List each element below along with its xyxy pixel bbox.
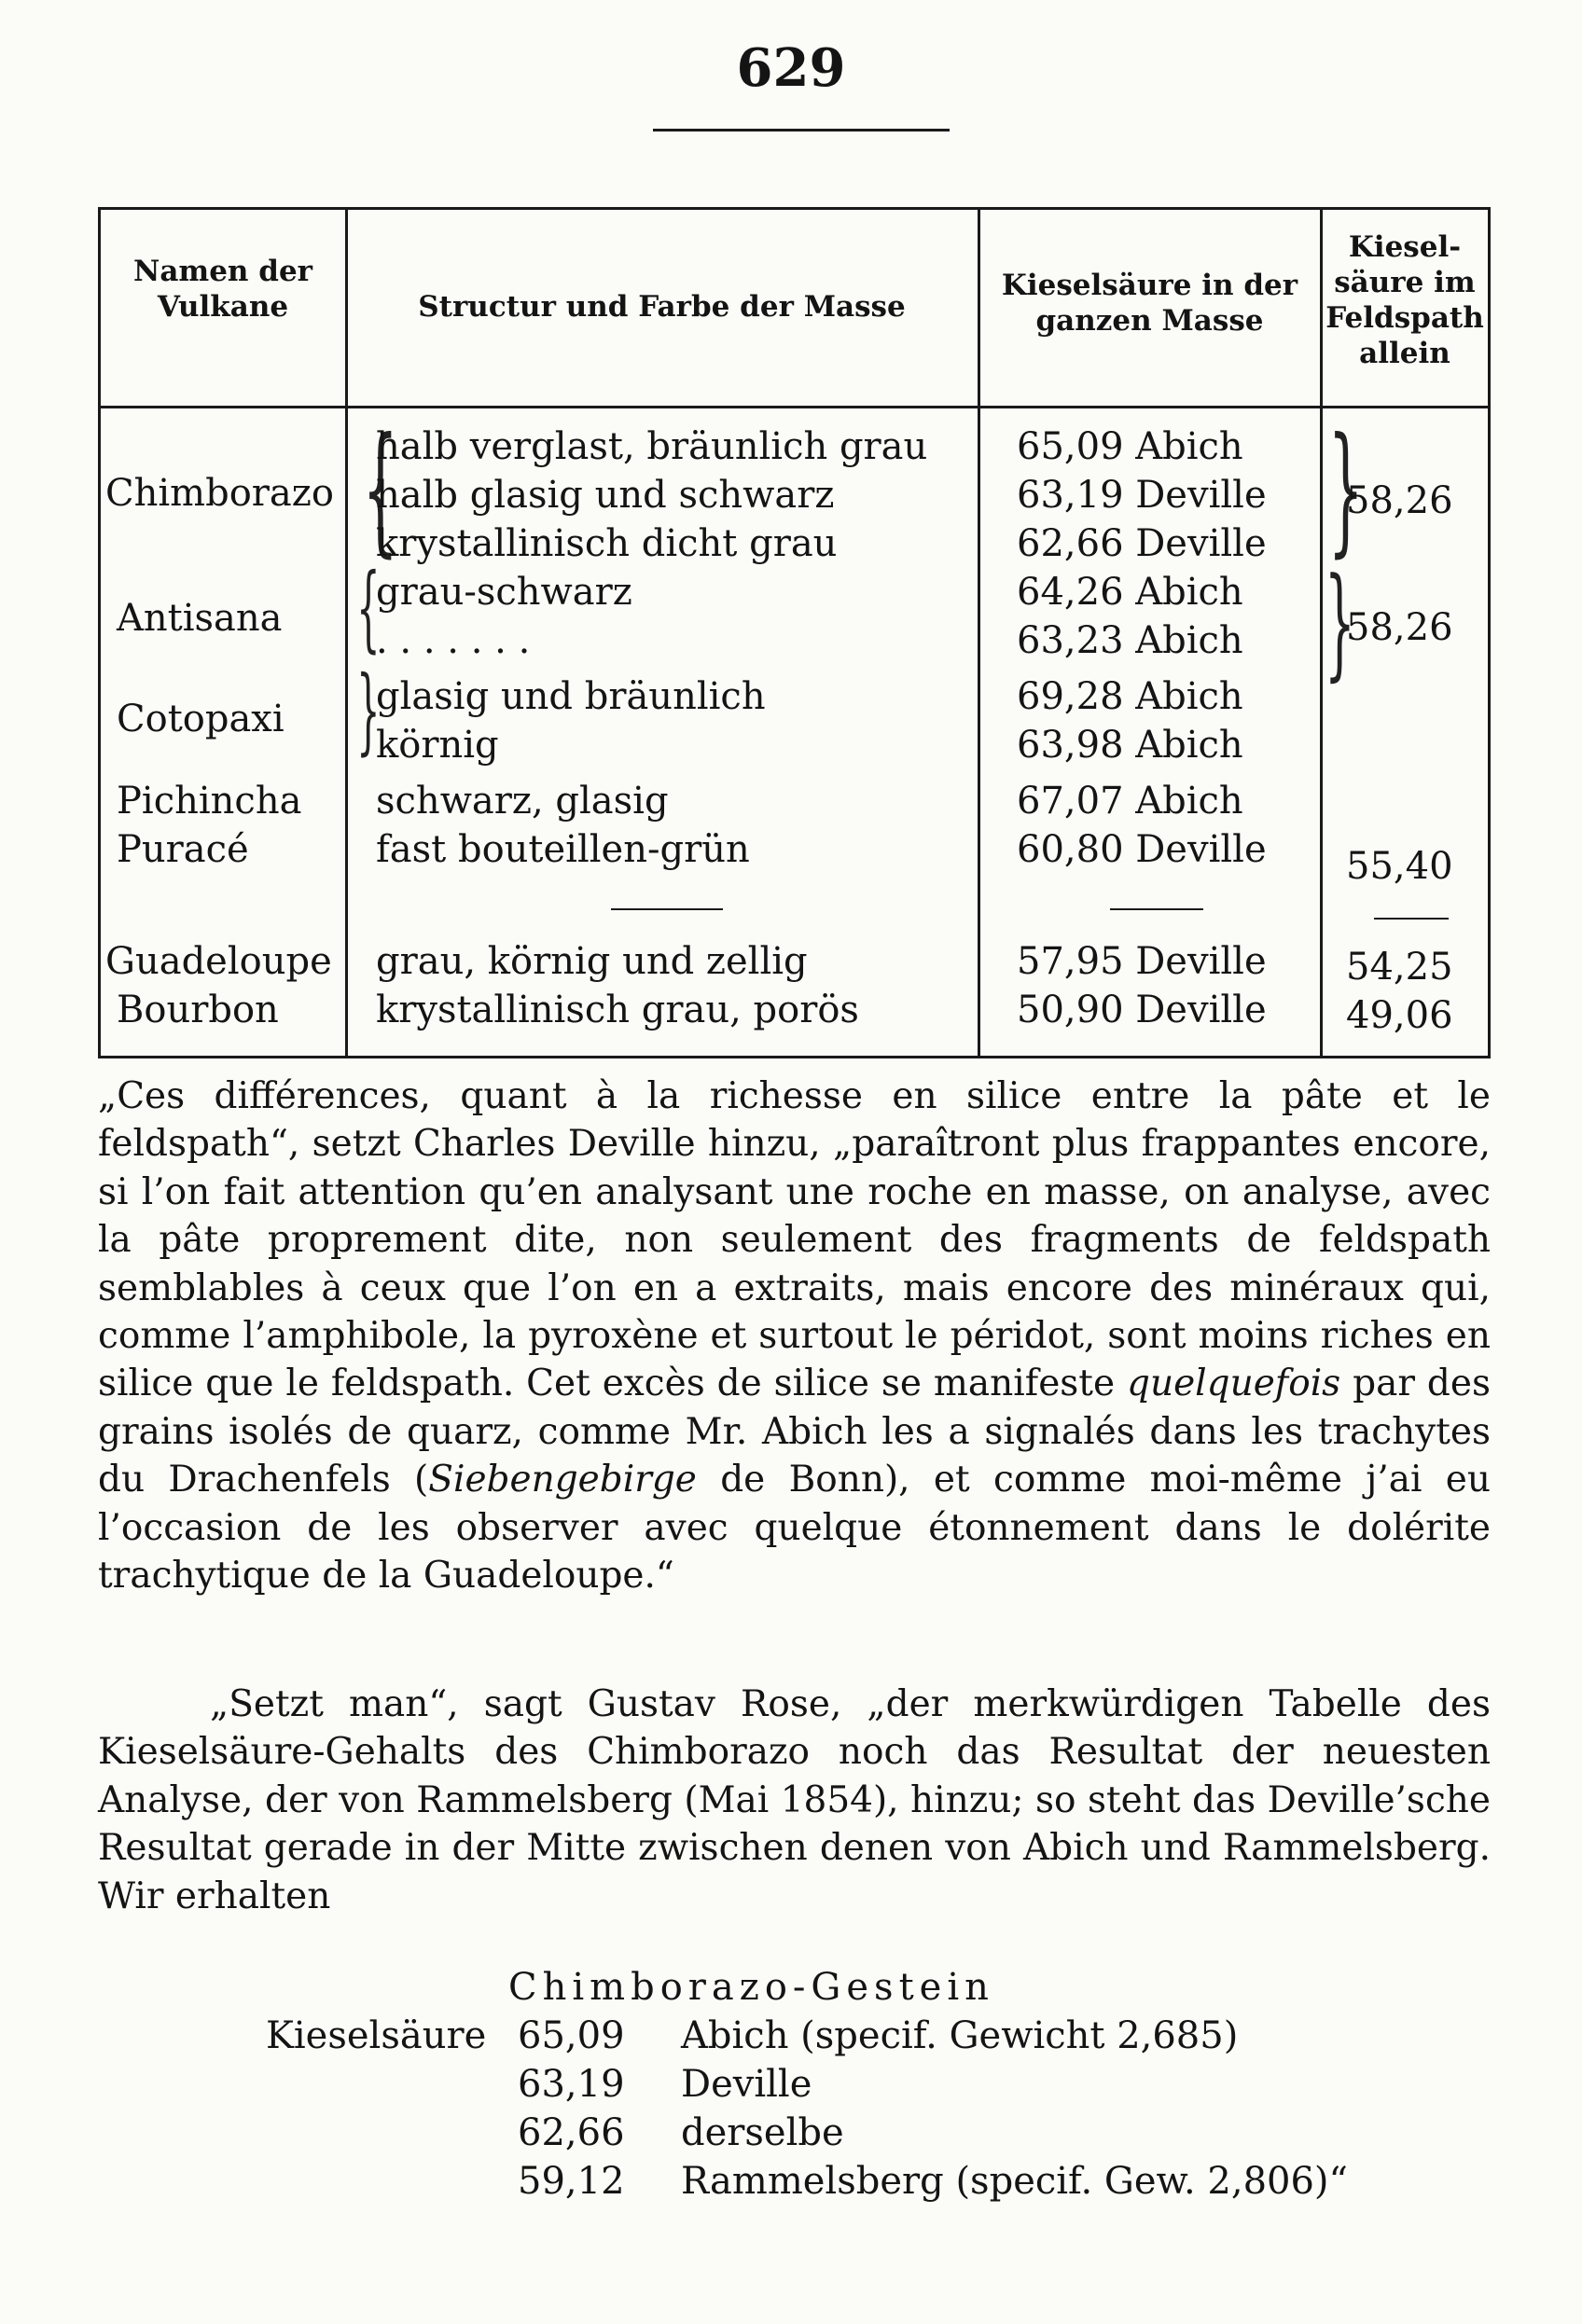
source-name: Deville bbox=[1135, 474, 1267, 517]
table-top-border bbox=[98, 207, 1491, 210]
rose-paragraph bbox=[98, 1681, 1491, 1920]
silica-value: 50,90 bbox=[1017, 989, 1124, 1031]
volcano-name: Puracé bbox=[117, 828, 249, 871]
table-bottom-border bbox=[98, 1056, 1491, 1058]
source-name: Abich bbox=[1135, 619, 1243, 662]
feldspar-value: 58,26 bbox=[1346, 606, 1453, 649]
result-source: Deville bbox=[681, 2063, 812, 2106]
structure-cell: schwarz, glasig bbox=[376, 780, 669, 823]
volcano-name: Chimborazo bbox=[105, 472, 334, 515]
feldspar-value: 49,06 bbox=[1346, 994, 1453, 1037]
structure-cell: grau-schwarz bbox=[376, 571, 632, 614]
brace-icon: } bbox=[1324, 551, 1355, 693]
source-name: Abich bbox=[1135, 724, 1243, 767]
brace-icon: } bbox=[356, 656, 381, 765]
volcano-name: Pichincha bbox=[117, 780, 302, 823]
section-rule bbox=[611, 908, 723, 910]
results-label: Kieselsäure bbox=[266, 2014, 487, 2057]
paragraph-text: „Ces différences, quant à la richesse en silice entre la pâte et le feldspath“, setzt Charles Deville hinzu, „paraîtront plus frappantes encore, si l’on fait attention qu’en analysant une roche en masse, on analyse, avec la pâte proprement dite, non seulement des fragments de feldspath semblables à ceux que l’on en a extraits, mais encore des minéraux qui, comme l’amphibole, la pyroxène et surtout le péridot, sont moins riches en silice que le feldspath. Cet excès de silice se manifeste bbox=[98, 1075, 1491, 1405]
section-rule bbox=[1110, 908, 1203, 910]
silica-value: 62,66 bbox=[1017, 522, 1124, 565]
paragraph-text: par des grains isolés de quarz, comme Mr. Abich les a signalés dans les trachytes du Drachenfels ( bbox=[98, 1363, 1491, 1501]
silica-value: 69,28 bbox=[1017, 675, 1124, 718]
source-name: Abich bbox=[1135, 425, 1243, 468]
header-names: Namen der Vulkane bbox=[132, 255, 312, 324]
structure-cell: halb glasig und schwarz bbox=[376, 474, 835, 517]
silica-value: 63,19 bbox=[1017, 474, 1124, 517]
quote-paragraph bbox=[98, 1072, 1491, 1599]
source-name: Abich bbox=[1135, 675, 1243, 718]
volcano-name: Antisana bbox=[117, 597, 283, 640]
result-value: 65,09 bbox=[518, 2014, 625, 2057]
header-rule bbox=[653, 129, 950, 131]
feldspar-value: 55,40 bbox=[1346, 845, 1453, 888]
table-col-divider bbox=[345, 207, 348, 1058]
header-silica-feldspar: Kiesel-säure im Feldspath allein bbox=[1325, 230, 1484, 370]
result-source: Rammelsberg (specif. Gew. 2,806)“ bbox=[681, 2160, 1348, 2203]
section-rule bbox=[1374, 918, 1449, 920]
source-name: Deville bbox=[1135, 940, 1267, 983]
source-name: Deville bbox=[1135, 989, 1267, 1031]
table-header-rule bbox=[98, 406, 1491, 408]
silica-value: 57,95 bbox=[1017, 940, 1124, 983]
page-number: 629 bbox=[736, 37, 846, 99]
results-title: Chimborazo-Gestein bbox=[508, 1966, 994, 2009]
volcano-name: Bourbon bbox=[117, 989, 279, 1031]
table-left-border bbox=[98, 207, 101, 1058]
header-silica-whole: Kieselsäure in der ganzen Masse bbox=[1001, 269, 1298, 338]
volcano-name: Guadeloupe bbox=[105, 940, 332, 983]
source-name: Deville bbox=[1135, 522, 1267, 565]
structure-cell: grau, körnig und zellig bbox=[376, 940, 808, 983]
table-right-border bbox=[1488, 207, 1491, 1058]
structure-cell: krystallinisch dicht grau bbox=[376, 522, 838, 565]
table-col-divider bbox=[1320, 207, 1323, 1058]
italic-word: Siebengebirge bbox=[428, 1459, 697, 1501]
silica-value: 63,98 bbox=[1017, 724, 1124, 767]
silica-value: 60,80 bbox=[1017, 828, 1124, 871]
result-value: 59,12 bbox=[518, 2160, 625, 2203]
feldspar-value: 54,25 bbox=[1346, 946, 1453, 989]
structure-cell: . . . . . . . bbox=[376, 619, 531, 662]
result-value: 63,19 bbox=[518, 2063, 625, 2106]
paragraph-text: de Bonn), et comme moi-même j’ai eu l’occasion de les observer avec quelque étonnement dans le dolérite trachytique de la Guadeloupe.“ bbox=[98, 1459, 1491, 1598]
table-col-divider bbox=[978, 207, 980, 1058]
brace-icon: { bbox=[362, 408, 398, 571]
structure-cell: glasig und bräunlich bbox=[376, 675, 766, 718]
structure-cell: körnig bbox=[376, 724, 499, 767]
brace-icon: { bbox=[356, 553, 381, 662]
structure-cell: krystallinisch grau, porös bbox=[376, 989, 859, 1031]
brace-icon: } bbox=[1327, 408, 1364, 571]
silica-table bbox=[98, 207, 1491, 1058]
silica-value: 64,26 bbox=[1017, 571, 1124, 614]
structure-cell: fast bouteillen-grün bbox=[376, 828, 750, 871]
paragraph-text: „Setzt man“, sagt Gustav Rose, „der merkwürdigen Tabelle des Kieselsäure-Gehalts des Chimborazo noch das Resultat der neuesten Analyse, der von Rammelsberg (Mai 1854), hinzu; so steht das Deville’sche Resultat gerade in der Mitte zwischen denen von Abich und Rammelsberg. Wir erhalten bbox=[98, 1683, 1491, 1917]
silica-value: 67,07 bbox=[1017, 780, 1124, 823]
structure-cell: halb verglast, bräunlich grau bbox=[376, 425, 928, 468]
italic-word: quelquefois bbox=[1126, 1363, 1341, 1405]
source-name: Abich bbox=[1135, 780, 1243, 823]
result-source: derselbe bbox=[681, 2111, 844, 2154]
result-source: Abich (specif. Gewicht 2,685) bbox=[681, 2014, 1239, 2057]
result-value: 62,66 bbox=[518, 2111, 625, 2154]
silica-value: 65,09 bbox=[1017, 425, 1124, 468]
volcano-name: Cotopaxi bbox=[117, 698, 284, 740]
source-name: Deville bbox=[1135, 828, 1267, 871]
source-name: Abich bbox=[1135, 571, 1243, 614]
silica-value: 63,23 bbox=[1017, 619, 1124, 662]
header-structure: Structur und Farbe der Masse bbox=[418, 290, 906, 324]
feldspar-value: 58,26 bbox=[1346, 479, 1453, 522]
